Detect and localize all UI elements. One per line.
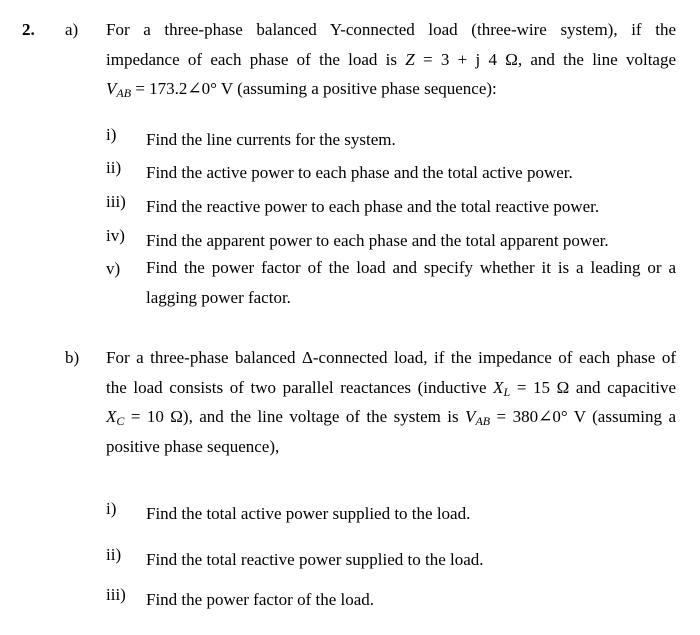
capacitive-reactance-symbol: X: [106, 407, 117, 426]
inductive-reactance-value: = 15 Ω and capacitive: [510, 377, 676, 397]
line-voltage-value: = 173.2∠0° V (assuming a positive phase sequence):: [131, 79, 497, 98]
part-b-label: b): [65, 348, 80, 367]
part-b-line-voltage-value: = 380∠0° V (assuming a: [490, 407, 677, 426]
part-b-intro-line-2: [106, 373, 676, 403]
part-b-item-3-text: Find the power factor of the load.: [146, 590, 375, 609]
part-a-intro-line-3: [106, 74, 676, 104]
part-a-item-1-text: Find the line currents for the system.: [146, 130, 396, 149]
impedance-value: = 3 + j 4 Ω, and the line voltage: [414, 49, 677, 69]
part-b-intro: [106, 343, 676, 461]
part-a-label: a): [65, 20, 79, 39]
part-a-item-3-text: Find the reactive power to each phase and the total reactive power.: [146, 197, 600, 216]
part-b-intro-line-4: positive phase sequence),: [106, 436, 280, 456]
part-b-intro-line-2a: the load consists of two parallel reactances (inductive: [106, 377, 487, 397]
part-a-item-5-label: v): [106, 259, 121, 278]
part-a-item-4-label: iv): [106, 226, 125, 245]
part-a-item-3-label: iii): [106, 192, 126, 211]
part-a-item-5-text: [146, 253, 676, 312]
part-b-intro-line-1: For a three-phase balanced Δ-connected load, if the impedance of each phase of: [106, 348, 676, 367]
part-a-item-2-label: ii): [106, 158, 122, 177]
part-a-item-2-text: Find the active power to each phase and the total active power.: [146, 163, 573, 182]
part-a-intro: [106, 15, 676, 104]
part-a-item-1-label: i): [106, 125, 117, 144]
part-a-intro-seg2: impedance of each phase of the load is: [106, 49, 398, 69]
part-a-item-5-line-1: Find the power factor of the load and specify whether it is a leading or a: [146, 258, 676, 277]
impedance-symbol: Z: [405, 49, 415, 69]
part-b-item-1-label: i): [106, 499, 117, 518]
inductive-reactance-symbol: X: [493, 377, 504, 397]
inductive-reactance-subscript: L: [503, 384, 511, 399]
part-b-intro-line-3a: = 10 Ω), and the line voltage of the system is: [124, 407, 459, 426]
part-b-item-2-text: Find the total reactive power supplied to the load.: [146, 550, 484, 569]
part-b-line-voltage-symbol: V: [465, 407, 476, 426]
part-b-item-1-text: Find the total active power supplied to the load.: [146, 504, 471, 523]
line-voltage-subscript: AB: [116, 86, 132, 100]
part-a-item-5-line-2: lagging power factor.: [146, 287, 291, 307]
part-b-item-3-label: iii): [106, 585, 126, 604]
capacitive-reactance-subscript: C: [116, 414, 125, 428]
part-a-item-4-text: Find the apparent power to each phase and the total apparent power.: [146, 231, 609, 250]
part-b-line-voltage-subscript: AB: [475, 414, 491, 428]
part-b-item-2-label: ii): [106, 545, 122, 564]
part-b-intro-line-3: [106, 402, 676, 432]
question-number: 2.: [22, 20, 35, 39]
line-voltage-symbol: V: [106, 79, 117, 98]
part-a-intro-line-1: For a three-phase balanced Y-connected load (three-wire system), if the: [106, 20, 676, 39]
part-a-intro-line-2: [106, 45, 676, 75]
